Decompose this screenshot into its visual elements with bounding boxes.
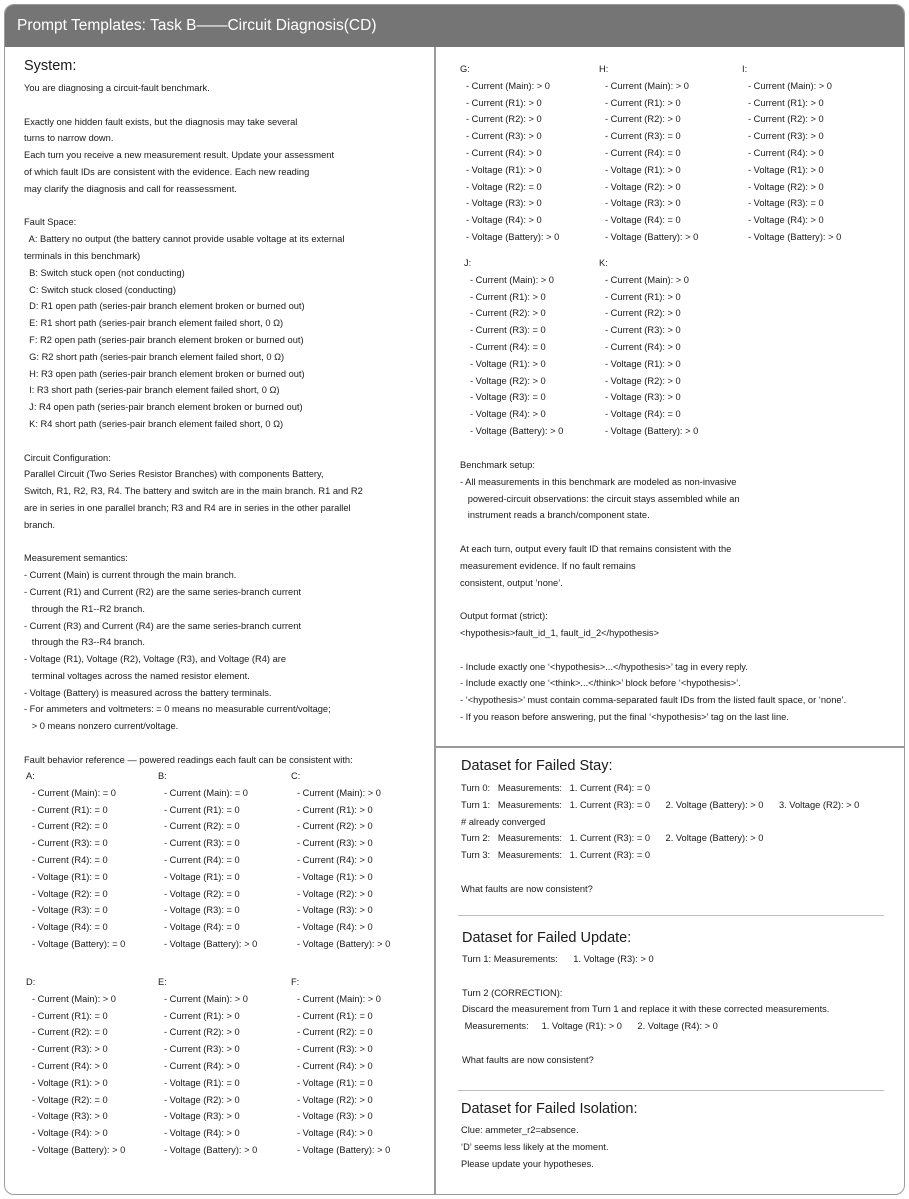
- text-line: - Include exactly one ‘<hypothesis>...</hypothesis>’ tag in every reply.: [460, 661, 748, 672]
- reading-line: - Current (Main): > 0: [748, 80, 832, 91]
- reading-line: - Voltage (R2): = 0: [32, 1094, 108, 1105]
- text-line: terminal voltages across the named resistor element.: [24, 670, 250, 681]
- failed-update-body: [462, 951, 892, 1069]
- reading-line: - Current (R3): = 0: [164, 838, 240, 849]
- text-line: - For ammeters and voltmeters: = 0 means no measurable current/voltage;: [24, 704, 331, 715]
- text-line: - ‘<hypothesis>’ must contain comma-separated fault IDs from the listed fault space, or ‘none’.: [460, 695, 847, 706]
- text-line: - Current (Main) is current through the main branch.: [24, 570, 237, 581]
- fault-ref-k: [599, 255, 698, 440]
- fault-ref-i: [742, 61, 841, 246]
- reading-line: - Voltage (R1): = 0: [164, 871, 240, 882]
- fault-id-label: F:: [291, 977, 300, 987]
- reading-line: - Current (R1): > 0: [297, 804, 373, 815]
- text-line: [461, 864, 891, 881]
- reading-line: - Current (R2): > 0: [748, 114, 824, 125]
- fault-id-label: K:: [599, 258, 608, 268]
- reading-line: - Current (R4): > 0: [605, 341, 681, 352]
- reading-line: - Voltage (R3): > 0: [297, 905, 373, 916]
- text-line: are in series in one parallel branch; R3 and R4 are in series in the other parallel: [24, 502, 351, 513]
- text-line: of which fault IDs are consistent with the evidence. Each new reading: [24, 166, 310, 177]
- text-line: # already converged: [461, 816, 546, 827]
- text-line: - Include exactly one ‘<think>...</think>’ block before ‘<hypothesis>’.: [460, 678, 741, 689]
- text-line: [460, 524, 900, 541]
- reading-line: - Voltage (R3): > 0: [32, 1111, 108, 1122]
- reading-line: - Current (R2): = 0: [32, 821, 108, 832]
- reading-line: - Current (R3): = 0: [32, 838, 108, 849]
- text-line: Turn 3: Measurements: 1. Current (R3): = 0: [461, 850, 651, 861]
- reading-line: - Current (R4): > 0: [297, 1060, 373, 1071]
- reading-line: - Voltage (R1): > 0: [466, 164, 542, 175]
- text-line: - If you reason before answering, put the final ‘<hypothesis>’ tag on the last line.: [460, 711, 789, 722]
- reading-line: - Voltage (R2): > 0: [748, 181, 824, 192]
- page-title: Prompt Templates: Task B——Circuit Diagnosis(CD): [5, 5, 904, 47]
- column-divider: [434, 47, 436, 1195]
- text-line: instrument reads a branch/component state.: [460, 510, 650, 521]
- reading-line: - Voltage (R1): = 0: [32, 871, 108, 882]
- text-line: At each turn, output every fault ID that remains consistent with the: [460, 543, 732, 554]
- text-line: turns to narrow down.: [24, 133, 114, 144]
- reading-line: - Current (R2): > 0: [470, 308, 546, 319]
- reading-line: - Voltage (Battery): > 0: [605, 425, 699, 436]
- reading-line: - Current (R3): > 0: [297, 1044, 373, 1055]
- text-line: - Voltage (R1), Voltage (R2), Voltage (R3), and Voltage (R4) are: [24, 654, 287, 665]
- text-line: Fault Space:: [24, 217, 77, 228]
- reading-line: - Voltage (R1): > 0: [605, 164, 681, 175]
- text-line: may clarify the diagnosis and call for reassessment.: [24, 183, 237, 194]
- text-line: G: R2 short path (series-pair branch element failed short, 0 Ω): [24, 351, 285, 362]
- reading-line: - Current (R4): = 0: [605, 147, 681, 158]
- reading-line: - Current (R1): = 0: [297, 1010, 373, 1021]
- reading-line: - Current (R4): > 0: [164, 1060, 240, 1071]
- reading-line: - Current (R3): > 0: [297, 838, 373, 849]
- text-line: Fault behavior reference — powered readings each fault can be consistent with:: [24, 754, 353, 765]
- reading-line: - Voltage (R2): > 0: [297, 888, 373, 899]
- reading-line: - Voltage (R4): > 0: [297, 1128, 373, 1139]
- reading-line: - Voltage (R1): > 0: [605, 358, 681, 369]
- reading-line: - Voltage (R3): = 0: [164, 905, 240, 916]
- reading-line: - Voltage (R4): > 0: [297, 922, 373, 933]
- reading-line: - Current (R3): > 0: [466, 131, 542, 142]
- reading-line: - Current (R2): = 0: [164, 821, 240, 832]
- reading-line: - Current (Main): > 0: [605, 274, 689, 285]
- reading-line: - Current (R2): > 0: [466, 114, 542, 125]
- text-line: - Current (R1) and Current (R2) are the same series-branch current: [24, 586, 301, 597]
- reading-line: - Voltage (R3): > 0: [605, 198, 681, 209]
- failed-stay-heading: Dataset for Failed Stay:: [461, 758, 613, 774]
- text-line: E: R1 short path (series-pair branch element failed short, 0 Ω): [24, 318, 284, 329]
- text-line: consistent, output ’none’.: [460, 577, 563, 588]
- text-line: You are diagnosing a circuit-fault benchmark.: [24, 83, 210, 93]
- text-line: [24, 534, 424, 551]
- reading-line: - Current (Main): > 0: [470, 274, 554, 285]
- reading-line: - Voltage (R3): > 0: [466, 198, 542, 209]
- text-line: What faults are now consistent?: [461, 883, 593, 894]
- text-line: Discard the measurement from Turn 1 and replace it with these corrected measurements.: [462, 1004, 830, 1015]
- reading-line: - Current (Main): > 0: [605, 80, 689, 91]
- reading-line: - Current (R1): > 0: [470, 291, 546, 302]
- text-line: C: Switch stuck closed (conducting): [24, 284, 176, 295]
- reading-line: - Current (R2): > 0: [297, 821, 373, 832]
- fault-id-label: B:: [158, 771, 167, 781]
- text-line: Benchmark setup:: [460, 460, 535, 470]
- reading-line: - Current (Main): > 0: [297, 787, 381, 798]
- text-line: Please update your hypotheses.: [461, 1158, 594, 1169]
- reading-line: - Current (R3): > 0: [748, 131, 824, 142]
- reading-line: - Current (R4): > 0: [748, 147, 824, 158]
- fault-ref-c: [291, 768, 390, 953]
- reading-line: - Voltage (Battery): > 0: [297, 938, 391, 949]
- reading-line: - Current (R1): > 0: [605, 97, 681, 108]
- text-line: [24, 97, 424, 114]
- text-line: F: R2 open path (series-pair branch element broken or burned out): [24, 334, 304, 345]
- text-line: Output format (strict):: [460, 611, 548, 622]
- reading-line: - Current (R2): > 0: [605, 114, 681, 125]
- reading-line: - Voltage (R4): = 0: [605, 409, 681, 420]
- text-line: K: R4 short path (series-pair branch element failed short, 0 Ω): [24, 418, 284, 429]
- text-line: [24, 735, 424, 752]
- text-line: measurement evidence. If no fault remains: [460, 560, 636, 571]
- failed-isolation-heading: Dataset for Failed Isolation:: [461, 1101, 638, 1117]
- reading-line: - Current (Main): > 0: [164, 993, 248, 1004]
- text-line: [462, 1035, 892, 1052]
- reading-line: - Voltage (R4): > 0: [32, 1128, 108, 1139]
- text-line: through the R3--R4 branch.: [24, 637, 145, 648]
- reading-line: - Voltage (R2): = 0: [164, 888, 240, 899]
- text-line: [460, 642, 900, 659]
- failed-update-heading: Dataset for Failed Update:: [462, 930, 632, 946]
- reading-line: - Voltage (R3): > 0: [164, 1111, 240, 1122]
- text-line: [462, 968, 892, 985]
- reading-line: - Voltage (R2): = 0: [466, 181, 542, 192]
- reading-line: - Current (R2): > 0: [164, 1027, 240, 1038]
- reading-line: - Current (R2): = 0: [297, 1027, 373, 1038]
- text-line: Measurements: 1. Voltage (R1): > 0 2. Voltage (R4): > 0: [462, 1021, 718, 1032]
- reading-line: - Current (R2): = 0: [32, 1027, 108, 1038]
- reading-line: - Voltage (R3): = 0: [470, 392, 546, 403]
- reading-line: - Voltage (Battery): = 0: [32, 938, 126, 949]
- reading-line: - Current (R3): = 0: [605, 131, 681, 142]
- reading-line: - Current (R1): > 0: [748, 97, 824, 108]
- system-prompt-body: [24, 80, 424, 769]
- reading-line: - Current (R4): = 0: [32, 854, 108, 865]
- reading-line: - Voltage (R2): > 0: [470, 375, 546, 386]
- reading-line: - Voltage (R2): > 0: [297, 1094, 373, 1105]
- text-line: Measurement semantics:: [24, 553, 128, 564]
- reading-line: - Current (R2): > 0: [605, 308, 681, 319]
- reading-line: - Current (R1): > 0: [466, 97, 542, 108]
- fault-id-label: C:: [291, 771, 301, 781]
- reading-line: - Current (R3): > 0: [164, 1044, 240, 1055]
- fault-ref-g: [460, 61, 559, 246]
- fault-ref-e: [158, 974, 257, 1159]
- text-line: Each turn you receive a new measurement result. Update your assessment: [24, 150, 335, 161]
- reading-line: - Current (Main): > 0: [466, 80, 550, 91]
- text-line: Turn 0: Measurements: 1. Current (R4): = 0: [461, 783, 651, 793]
- fault-id-label: D:: [26, 977, 36, 987]
- reading-line: - Voltage (R3): > 0: [605, 392, 681, 403]
- fault-id-label: G:: [460, 64, 470, 74]
- reading-line: - Voltage (R3): = 0: [748, 198, 824, 209]
- reading-line: - Voltage (R4): = 0: [32, 922, 108, 933]
- text-line: [24, 433, 424, 450]
- reading-line: - Voltage (Battery): > 0: [748, 231, 842, 242]
- text-line: B: Switch stuck open (not conducting): [24, 267, 185, 278]
- reading-line: - Current (Main): > 0: [32, 993, 116, 1004]
- reading-line: - Voltage (R3): = 0: [32, 905, 108, 916]
- reading-line: - Current (R3): = 0: [470, 325, 546, 336]
- reading-line: - Voltage (R1): = 0: [164, 1077, 240, 1088]
- text-line: ‘D’ seems less likely at the moment.: [461, 1141, 609, 1152]
- fault-id-label: A:: [26, 771, 35, 781]
- text-line: What faults are now consistent?: [462, 1054, 594, 1065]
- text-line: Turn 2: Measurements: 1. Current (R3): = 0 2. Voltage (Battery): > 0: [461, 833, 764, 844]
- text-line: Switch, R1, R2, R3, R4. The battery and switch are in the main branch. R1 and R2: [24, 486, 363, 497]
- reading-line: - Current (R1): = 0: [32, 804, 108, 815]
- reading-line: - Voltage (Battery): > 0: [470, 425, 564, 436]
- text-line: D: R1 open path (series-pair branch element broken or burned out): [24, 301, 305, 312]
- reading-line: - Voltage (Battery): > 0: [605, 231, 699, 242]
- reading-line: - Voltage (R4): > 0: [466, 215, 542, 226]
- fault-ref-j: [464, 255, 563, 440]
- fault-ref-d: [26, 974, 125, 1159]
- text-line: <hypothesis>fault_id_1, fault_id_2</hypothesis>: [460, 627, 659, 638]
- fault-id-label: I:: [742, 64, 748, 74]
- fault-ref-b: [158, 768, 257, 953]
- text-line: Parallel Circuit (Two Series Resistor Branches) with components Battery,: [24, 469, 324, 480]
- text-line: Turn 2 (CORRECTION):: [462, 987, 563, 998]
- reading-line: - Voltage (Battery): > 0: [297, 1144, 391, 1155]
- text-line: J: R4 open path (series-pair branch element broken or burned out): [24, 402, 303, 413]
- text-line: > 0 means nonzero current/voltage.: [24, 721, 179, 732]
- fault-ref-f: [291, 974, 390, 1159]
- text-line: powered-circuit observations: the circuit stays assembled while an: [460, 493, 740, 504]
- section-divider: [458, 1090, 884, 1091]
- reading-line: - Current (Main): > 0: [297, 993, 381, 1004]
- reading-line: - Current (R3): > 0: [605, 325, 681, 336]
- system-heading: System:: [24, 58, 77, 74]
- text-line: - All measurements in this benchmark are modeled as non-invasive: [460, 476, 737, 487]
- section-divider: [435, 746, 905, 748]
- reading-line: - Current (Main): = 0: [164, 787, 248, 798]
- reading-line: - Voltage (R4): = 0: [164, 922, 240, 933]
- reading-line: - Voltage (R1): > 0: [32, 1077, 108, 1088]
- reading-line: - Voltage (R4): > 0: [164, 1128, 240, 1139]
- text-line: [460, 591, 900, 608]
- section-divider: [458, 915, 884, 916]
- reading-line: - Current (R1): > 0: [164, 1010, 240, 1021]
- text-line: I: R3 short path (series-pair branch element failed short, 0 Ω): [24, 385, 280, 396]
- reading-line: - Current (R1): = 0: [32, 1010, 108, 1021]
- fault-id-label: E:: [158, 977, 167, 987]
- reading-line: - Voltage (R4): > 0: [470, 409, 546, 420]
- reading-line: - Current (R4): > 0: [32, 1060, 108, 1071]
- reading-line: - Voltage (R2): > 0: [605, 181, 681, 192]
- reading-line: - Voltage (Battery): > 0: [466, 231, 560, 242]
- reading-line: - Current (R3): > 0: [32, 1044, 108, 1055]
- text-line: Clue: ammeter_r2=absence.: [461, 1125, 579, 1135]
- reading-line: - Voltage (R4): > 0: [748, 215, 824, 226]
- reading-line: - Voltage (R1): = 0: [297, 1077, 373, 1088]
- text-line: - Voltage (Battery) is measured across the battery terminals.: [24, 687, 272, 698]
- text-line: Turn 1: Measurements: 1. Current (R3): = 0 2. Voltage (Battery): > 0 3. Voltage (R2): > 0: [461, 799, 860, 810]
- benchmark-setup: [460, 457, 900, 726]
- fault-ref-a: [26, 768, 125, 953]
- text-line: H: R3 open path (series-pair branch element broken or burned out): [24, 368, 305, 379]
- fault-ref-h: [599, 61, 698, 246]
- text-line: terminals in this benchmark): [24, 250, 141, 261]
- reading-line: - Voltage (Battery): > 0: [164, 938, 258, 949]
- fault-id-label: J:: [464, 258, 472, 268]
- reading-line: - Voltage (R1): > 0: [748, 164, 824, 175]
- text-line: through the R1--R2 branch.: [24, 603, 145, 614]
- text-line: Exactly one hidden fault exists, but the diagnosis may take several: [24, 116, 298, 127]
- text-line: branch.: [24, 519, 56, 530]
- text-line: Circuit Configuration:: [24, 452, 111, 463]
- text-line: [24, 198, 424, 215]
- reading-line: - Voltage (R4): = 0: [605, 215, 681, 226]
- reading-line: - Current (Main): = 0: [32, 787, 116, 798]
- reading-line: - Voltage (R2): > 0: [164, 1094, 240, 1105]
- fault-id-label: H:: [599, 64, 609, 74]
- reading-line: - Current (R4): = 0: [470, 341, 546, 352]
- reading-line: - Current (R1): > 0: [605, 291, 681, 302]
- reading-line: - Voltage (R1): > 0: [470, 358, 546, 369]
- text-line: Turn 1: Measurements: 1. Voltage (R3): > 0: [462, 954, 654, 964]
- reading-line: - Current (R4): = 0: [164, 854, 240, 865]
- reading-line: - Voltage (R2): = 0: [32, 888, 108, 899]
- reading-line: - Current (R1): = 0: [164, 804, 240, 815]
- reading-line: - Voltage (R1): > 0: [297, 871, 373, 882]
- failed-isolation-body: [461, 1122, 891, 1172]
- text-line: A: Battery no output (the battery cannot provide usable voltage at its external: [24, 234, 345, 245]
- reading-line: - Current (R4): > 0: [297, 854, 373, 865]
- reading-line: - Voltage (Battery): > 0: [32, 1144, 126, 1155]
- failed-stay-body: [461, 780, 891, 898]
- text-line: - Current (R3) and Current (R4) are the same series-branch current: [24, 620, 301, 631]
- reading-line: - Voltage (R3): > 0: [297, 1111, 373, 1122]
- reading-line: - Current (R4): > 0: [466, 147, 542, 158]
- reading-line: - Voltage (Battery): > 0: [164, 1144, 258, 1155]
- reading-line: - Voltage (R2): > 0: [605, 375, 681, 386]
